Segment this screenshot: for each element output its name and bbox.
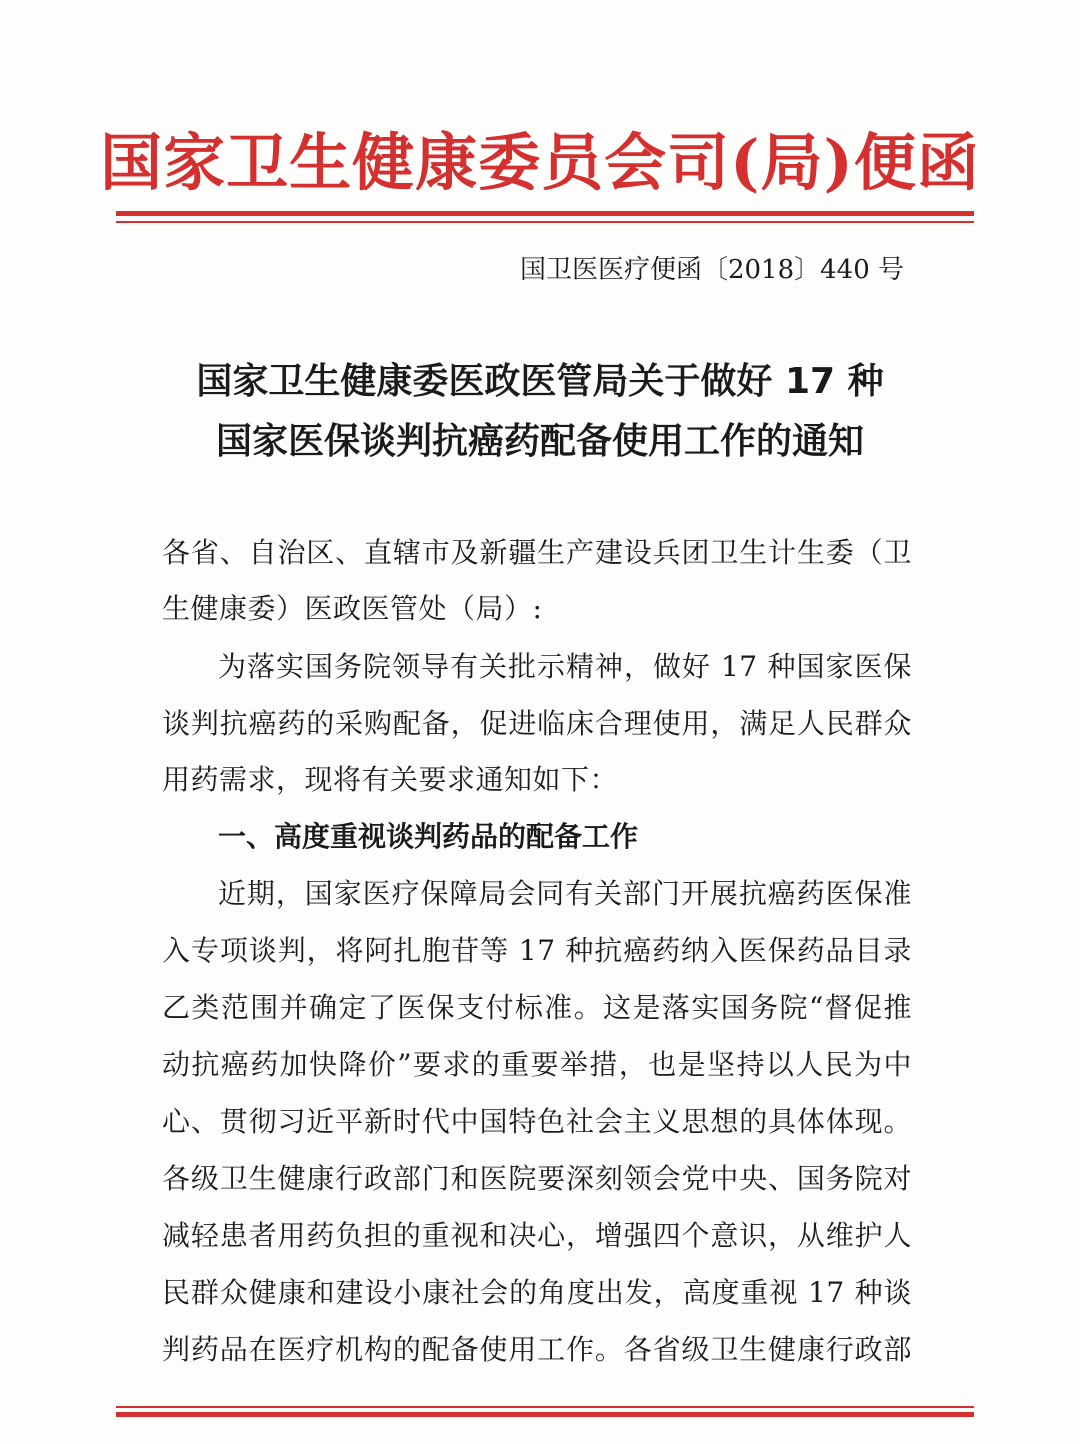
notice-title-line-2: 国家医保谈判抗癌药配备使用工作的通知 — [215, 421, 864, 462]
intro-line-3: 用药需求，现将有关要求通知如下： — [162, 763, 619, 796]
addressee-line-2: 生健康委）医政医管处（局）: — [162, 592, 543, 625]
footer-rule-thin — [116, 1406, 974, 1408]
intro-line-1: 为落实国务院领导有关批示精神，做好 17 种国家医保 — [218, 650, 912, 683]
letterhead-rule-thin — [116, 221, 974, 223]
paragraph-line: 民群众健康和建设小康社会的角度出发，高度重视 17 种谈 — [162, 1276, 912, 1309]
paragraph-line: 入专项谈判，将阿扎胞苷等 17 种抗癌药纳入医保药品目录 — [162, 934, 912, 967]
paragraph-line: 判药品在医疗机构的配备使用工作。各省级卫生健康行政部 — [162, 1333, 912, 1366]
document-number: 国卫医医疗便函〔2018〕440 号 — [519, 255, 904, 285]
paragraph-line: 乙类范围并确定了医保支付标准。这是落实国务院“督促推 — [162, 991, 912, 1024]
letterhead-title: 国家卫生健康委员会司(局)便函 — [100, 126, 980, 199]
paragraph-line: 心、贯彻习近平新时代中国特色社会主义思想的具体体现。 — [162, 1105, 912, 1138]
section-heading: 一、高度重视谈判药品的配备工作 — [218, 820, 639, 853]
paragraph-line: 各级卫生健康行政部门和医院要深刻领会党中央、国务院对 — [162, 1162, 912, 1195]
letterhead-rule-thick — [116, 211, 974, 216]
intro-line-2: 谈判抗癌药的采购配备，促进临床合理使用，满足人民群众 — [162, 707, 912, 740]
footer-rule-thick — [116, 1412, 974, 1417]
paragraph-line: 减轻患者用药负担的重视和决心，增强四个意识，从维护人 — [162, 1219, 912, 1252]
paragraph-line: 动抗癌药加快降价”要求的重要举措，也是坚持以人民为中 — [162, 1048, 912, 1081]
paragraph-line: 近期，国家医疗保障局会同有关部门开展抗癌药医保准 — [218, 877, 912, 910]
addressee-line-1: 各省、自治区、直辖市及新疆生产建设兵团卫生计生委（卫 — [162, 536, 912, 569]
notice-title-line-1: 国家卫生健康委医政医管局关于做好 17 种 — [196, 361, 884, 402]
